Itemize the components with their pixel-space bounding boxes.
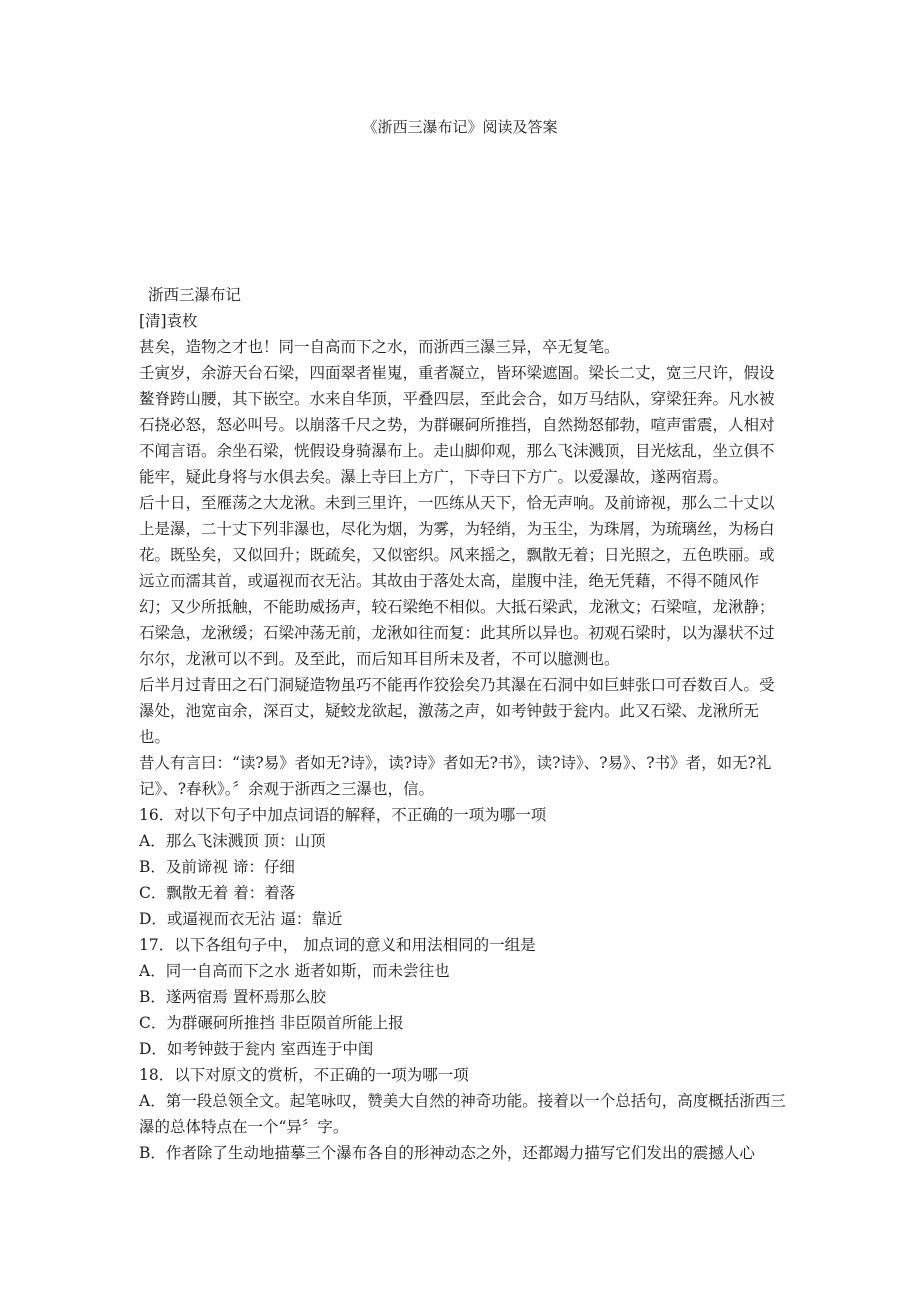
question-option: A．那么飞沫溅顶 顶：山顶 — [139, 832, 326, 850]
essay-paragraph: 昔人有言曰：“读?易》者如无?诗》，读?诗》者如无?书》，读?诗》、?易》、?书》者，如无?礼记》、?春秋》。〞余观于浙西之三瀑也，信。 — [139, 754, 772, 798]
question-stem: 18．以下对原文的赏析，不正确的一项为哪一项 — [139, 1066, 469, 1084]
document-title: 《浙西三瀑布记》阅读及答案 — [362, 118, 558, 136]
question-option: C．为群碾砢所推挡 非臣陨首所能上报 — [139, 1014, 404, 1032]
essay-paragraph: 后半月过青田之石门洞疑造物虽巧不能再作狡狯矣乃其瀑在石洞中如巨蚌张口可吞数百人。受瀑处，池宽亩余，深百丈，疑蛟龙欲起，激荡之声，如考钟鼓于瓮内。此又石梁、龙湫所无也。 — [139, 676, 775, 746]
document-body — [139, 282, 789, 1166]
question-stem: 16．对以下句子中加点词语的解释，不正确的一项为哪一项 — [139, 806, 547, 824]
essay-paragraph: 后十日，至雁荡之大龙湫。未到三里许，一匹练从天下，恰无声响。及前谛视，那么二十丈以上是瀑，二十丈下列非瀑也，尽化为烟，为雾，为轻绡，为玉尘，为珠屑，为琉璃丝，为杨白花。既坠矣，又似回升；既疏矣，又似密织。风来摇之，飘散无着；日光照之，五色昳丽。或远立而濡其首，或逼视而衣无沾。其故由于落处太高，崖腹中洼，绝无凭藉，不得不随风作幻；又少所抵触，不能助威扬声，较石梁绝不相似。大抵石梁武，龙湫文；石梁喧，龙湫静；石梁急，龙湫缓；石梁冲荡无前，龙湫如往而复：此其所以异也。初观石梁时，以为瀑状不过尔尔，龙湫可以不到。及至此，而后知耳目所未及者，不可以臆测也。 — [139, 494, 775, 668]
question-option: A．第一段总领全文。起笔咏叹，赞美大自然的神奇功能。接着以一个总括句，高度概括浙西三瀑的总体特点在一个“异〞字。 — [139, 1092, 786, 1136]
question-option: A．同一自高而下之水 逝者如斯，而未尝往也 — [139, 962, 450, 980]
question-option: B．作者除了生动地描摹三个瀑布各自的形神动态之外，还都竭力描写它们发出的震撼人心 — [139, 1144, 755, 1162]
essay-paragraph: 甚矣，造物之才也！同一自高而下之水，而浙西三瀑三异，卒无复笔。 — [139, 338, 620, 356]
essay-author: [清]袁枚 — [139, 312, 198, 330]
question-option: D．如考钟鼓于瓮内 室西连于中闺 — [139, 1040, 374, 1058]
question-stem: 17．以下各组句子中， 加点词的意义和用法相同的一组是 — [139, 936, 536, 954]
essay-paragraph: 壬寅岁，余游天台石梁，四面翠者崔嵬，重者凝立，皆环梁遮圄。梁长二丈，宽三尺许，假设鳌脊跨山腰，其下嵌空。水来自华顶，平叠四层，至此会合，如万马结队，穿梁狂奔。凡水被石挠必怒，怒必叫号。以崩落千尺之势，为群碾砢所推挡，自然拗怒郁勃，喧声雷震，人相对不闻言语。余坐石梁，恍假设身骑瀑布上。走山脚仰观，那么飞沫溅顶，目光炫乱，坐立俱不能牢，疑此身将与水俱去矣。瀑上寺曰上方广，下寺曰下方广。以爱瀑故，遂两宿焉。 — [139, 364, 775, 486]
question-option: D．或逼视而衣无沾 逼：靠近 — [139, 910, 343, 928]
question-option: B．遂两宿焉 置杯焉那么胶 — [139, 988, 326, 1006]
question-option: C．飘散无着 着：着落 — [139, 884, 296, 902]
essay-heading: 浙西三瀑布记 — [148, 286, 242, 304]
question-option: B．及前谛视 谛：仔细 — [139, 858, 295, 876]
